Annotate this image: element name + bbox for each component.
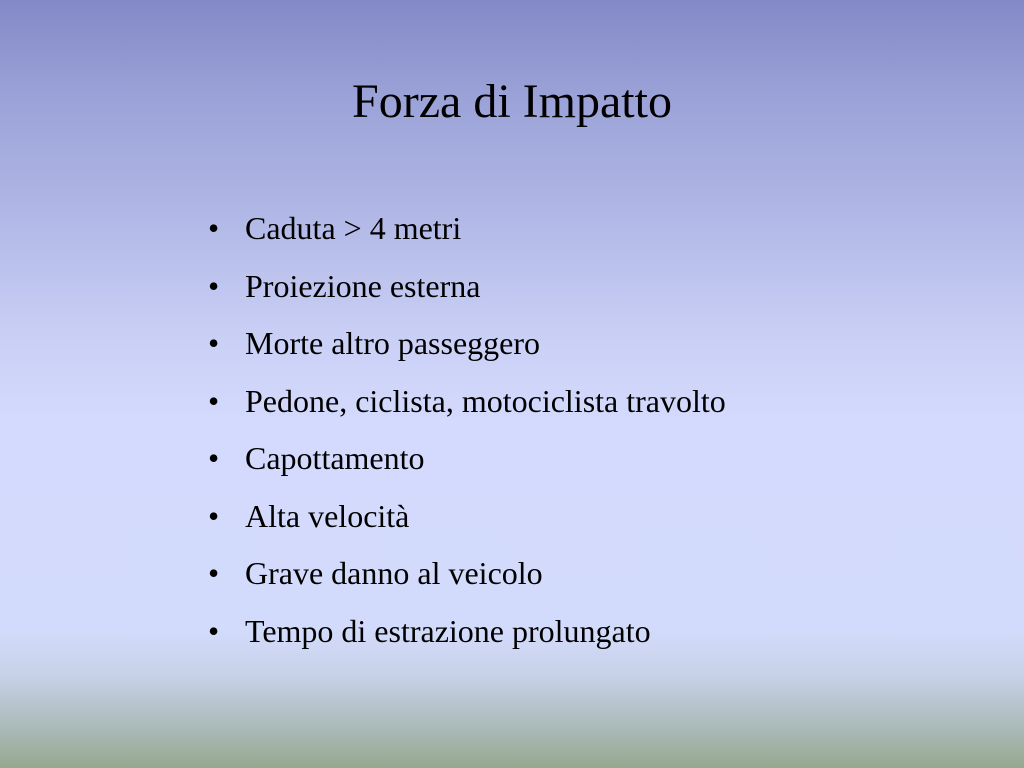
list-item-text: Proiezione esterna [245, 267, 481, 304]
bullet-icon: • [208, 210, 220, 246]
bullet-icon: • [208, 267, 220, 304]
list-item-text: Pedone, ciclista, motociclista travolto [245, 382, 726, 419]
bullet-icon: • [208, 325, 220, 361]
list-item [208, 200, 726, 258]
list-item [208, 258, 726, 316]
list-item [208, 315, 726, 373]
list-item [208, 373, 726, 431]
list-item [208, 545, 726, 603]
list-item-text: Grave danno al veicolo [245, 555, 543, 591]
bullet-icon: • [208, 555, 220, 591]
bullet-icon: • [208, 612, 220, 649]
list-item-text: Caduta > 4 metri [245, 210, 462, 246]
bullet-icon: • [208, 382, 220, 419]
list-item [208, 603, 726, 661]
bullet-icon: • [208, 497, 220, 534]
list-item-text: Capottamento [245, 440, 425, 476]
list-item [208, 488, 726, 546]
list-item-text: Tempo di estrazione prolungato [245, 612, 651, 649]
bullet-list [208, 200, 726, 660]
slide-title: Forza di Impatto [352, 75, 672, 128]
bullet-icon: • [208, 440, 220, 476]
list-item-text: Morte altro passeggero [245, 325, 541, 361]
list-item-text: Alta velocità [245, 497, 410, 534]
list-item [208, 430, 726, 488]
